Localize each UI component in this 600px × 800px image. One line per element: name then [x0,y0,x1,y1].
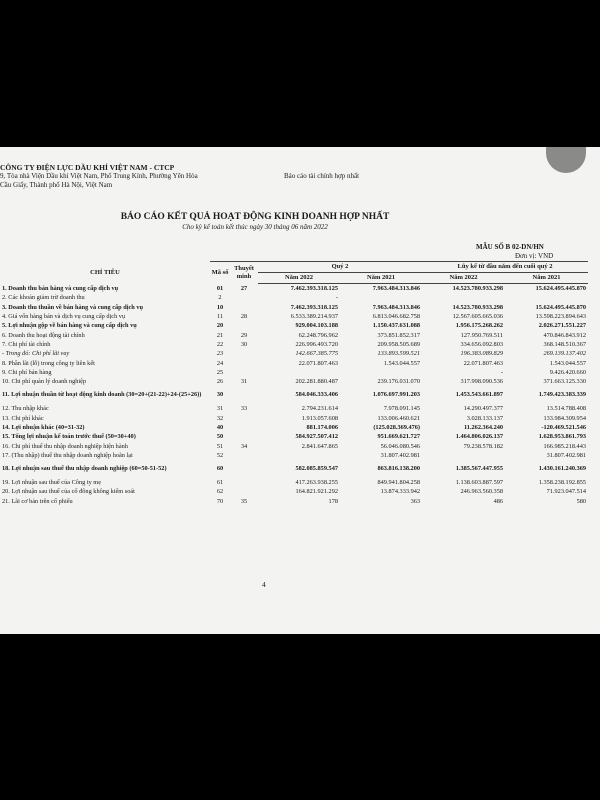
col-header-q2022: Năm 2022 [258,273,340,284]
row-q2021 [340,293,422,302]
row-label: 21. Lãi cơ bản trên cổ phiếu [2,497,73,505]
row-code: 61 [216,479,224,487]
row-code: 50 [216,433,224,441]
row-q2022: 6.533.389.214.937 [290,313,338,321]
row-y2021: 1.543.044.557 [549,359,587,367]
company-address-line2: Cầu Giấy, Thành phố Hà Nội, Việt Nam [0,181,113,189]
row-y2021: 580 [576,497,587,505]
row-y2022: 1.385.567.447.955 [455,465,504,473]
row-y2021: 15.624.495.445.870 [535,285,587,293]
row-q2022: 2.841.647.865 [301,442,338,450]
row-label: 1. Doanh thu bán hàng và cung cấp dịch vụ [2,284,119,292]
row-label: 16. Chi phí thuế thu nhập doanh nghiệp hiện hành [2,442,128,450]
row-q2022: 142.667.385.775 [295,350,338,358]
table-row [0,293,588,302]
table-row [0,303,588,312]
row-label: 8. Phần lãi (lỗ) trong công ty liên kết [2,359,95,367]
col-header-y2021: Năm 2021 [505,273,588,284]
row-label: 11. Lợi nhuận thuần từ hoạt động kinh doanh (30=20+(21-22)+24-(25+26)) [2,391,202,399]
row-y2021: 15.624.495.445.870 [535,303,587,311]
row-q2021: 209.958.505.689 [377,340,421,348]
row-code: 51 [216,442,224,450]
row-y2021: 166.985.218.443 [543,442,587,450]
table-row [0,368,588,377]
row-note: 31 [240,378,248,386]
row-y2022: 1.138.603.887.597 [455,479,504,487]
page-number: 4 [262,580,266,589]
table-row [0,441,588,450]
row-q2022: 584.927.507.412 [295,433,338,441]
row-y2022 [422,451,505,460]
row-code: 24 [216,359,224,367]
row-q2021: 1.150.437.631.088 [372,322,421,330]
row-y2021: 269.139.137.402 [543,350,587,358]
row-y2021 [505,293,588,302]
row-y2021: 1.358.238.192.855 [538,479,587,487]
row-y2022: 1.453.543.661.897 [455,391,504,399]
row-q2021: 363 [410,497,421,505]
row-code: 11 [216,313,224,321]
row-code: 30 [216,391,224,399]
row-code: 62 [216,488,224,496]
row-y2022: 14.523.780.933.298 [452,285,504,293]
row-y2022: 14.290.497.377 [463,405,504,413]
row-q2022: 7.462.393.318.125 [290,303,338,311]
row-q2022: 226.996.493.720 [295,340,338,348]
row-code: 40 [216,424,224,431]
row-y2022: 1.464.806.026.137 [455,433,504,441]
row-q2021: 1.076.697.991.203 [372,391,421,399]
table-row [0,497,588,506]
row-label: 3. Doanh thu thuần về bán hàng và cung cấp dịch vụ [2,303,144,311]
row-q2022: 7.462.393.318.125 [290,285,338,293]
row-y2022: 246.963.560.358 [460,488,504,496]
row-q2021 [340,368,422,377]
row-q2021: 863.816.138.200 [377,465,421,473]
row-y2022: - [500,368,504,376]
row-note [230,368,258,377]
row-q2021: 133.006.460.621 [377,414,421,422]
row-q2022: 417.263.938.255 [295,479,338,487]
row-code: 70 [216,497,224,505]
row-q2022: 202.281.880.487 [295,378,338,386]
row-code: 26 [216,378,224,386]
col-header-note: Thuyết minh [230,262,258,284]
row-q2022: 164.821.921.292 [295,488,338,496]
row-note: 34 [240,442,248,450]
row-label: 19. Lợi nhuận sau thuế của Công ty mẹ [2,479,101,487]
row-label: - Trong đó: Chi phí lãi vay [2,350,70,358]
table-row [0,321,588,330]
row-label: 20. Lợi nhuận sau thuế của cổ đông không kiểm soát [2,488,135,496]
row-y2021: 31.807.402.981 [546,451,587,459]
table-row [0,404,588,413]
row-note [230,303,258,312]
table-body [0,284,588,506]
row-note [230,478,258,487]
table-row [0,432,588,441]
row-q2021: 7.978.091.145 [383,405,421,413]
row-note [230,451,258,460]
row-note: 27 [240,284,248,292]
table-row [0,358,588,367]
row-code: 23 [216,350,224,358]
row-y2021: 13.598.223.894.643 [535,313,587,321]
table-row [0,330,588,339]
row-q2022 [258,368,340,377]
row-y2021: 2.026.271.551.227 [538,322,587,330]
row-code: 22 [216,340,224,348]
row-note: 29 [240,331,248,339]
row-note: 30 [240,340,248,348]
row-code: 31 [216,405,224,413]
row-y2021: -120.469.521.546 [541,424,587,431]
row-q2021: 133.893.599.521 [377,350,421,358]
row-note [230,293,258,302]
row-note: 35 [240,497,248,505]
row-q2021: 849.941.804.258 [377,479,421,487]
row-note [230,423,258,432]
col-header-indicator: CHỈ TIÊU [90,268,120,276]
row-label: 2. Các khoản giảm trừ doanh thu [2,294,85,302]
row-y2021: 1.430.161.240.369 [538,465,587,473]
row-q2021: 951.669.621.727 [377,433,421,441]
row-q2022: 178 [328,497,338,505]
row-y2021: 1.628.953.861.793 [538,433,587,441]
row-y2022 [422,293,505,302]
row-q2021: 1.543.044.557 [383,359,421,367]
col-header-q2021: Năm 2021 [340,273,422,284]
col-header-ytd: Lũy kế từ đầu năm đến cuối quý 2 [422,262,588,273]
table-row [0,451,588,460]
row-code: 25 [216,368,224,376]
row-note: 33 [240,405,248,413]
row-q2021: 373.851.852.317 [377,331,421,339]
row-q2022: 2.794.231.614 [301,405,338,413]
row-note [230,460,258,478]
row-q2022: 929.004.103.188 [295,322,338,330]
row-note [230,432,258,441]
row-label: 13. Chi phí khác [2,414,44,422]
document-page [0,147,600,634]
row-code: 10 [216,303,224,311]
row-label: 4. Giá vốn hàng bán và dịch vụ cung cấp dịch vụ [2,313,126,321]
row-y2022: 12.567.605.665.036 [452,313,504,321]
row-note [230,487,258,496]
row-q2022: 22.071.807.463 [298,359,338,367]
table-row [0,460,588,478]
row-note [230,414,258,423]
row-code: 20 [216,322,224,330]
row-code: 52 [216,451,224,459]
row-label: 12. Thu nhập khác [2,405,49,413]
row-note: 28 [240,313,248,321]
row-q2022: - [335,294,338,302]
row-y2022: 317.998.090.536 [460,378,504,386]
row-y2022: 11.262.364.240 [464,424,504,431]
row-q2022: 582.085.859.547 [295,465,338,473]
row-q2021: 13.874.333.942 [380,488,421,496]
row-q2022: 584.046.333.406 [295,391,338,399]
table-row [0,312,588,321]
row-q2021: 56.046.080.546 [380,442,421,450]
row-code: 2 [218,294,222,302]
row-y2022: 334.656.092.803 [460,340,504,348]
row-code: 60 [216,465,224,473]
report-subtitle: Cho kỳ kế toán kết thúc ngày 30 tháng 06 năm 2022 [182,223,328,231]
row-note [230,386,258,404]
row-code: 32 [216,414,224,422]
row-label: 5. Lợi nhuận gộp về bán hàng và cung cấp dịch vụ [2,322,137,330]
row-label: 9. Chi phí bán hàng [2,368,52,376]
row-q2021: 31.807.402.981 [380,451,421,459]
row-code: 01 [216,284,224,292]
company-address-line1: 9, Tòa nhà Viện Dầu khí Việt Nam, Phố Trung Kính, Phường Yên Hòa [0,172,198,180]
row-y2022: 486 [493,497,504,505]
currency-unit: Đơn vị: VND [515,252,554,260]
col-header-y2022: Năm 2022 [422,273,505,284]
col-header-quarter: Quý 2 [258,262,422,273]
row-q2022: 1.913.057.608 [301,414,338,422]
row-q2021: 6.813.046.682.758 [372,313,421,321]
row-q2022 [258,451,340,460]
table-row [0,414,588,423]
row-label: 14. Lợi nhuận khác (40=31-32) [2,424,85,431]
row-label: 15. Tổng lợi nhuận kế toán trước thuế (50=30+40) [2,433,136,441]
row-q2022: 881.174.006 [306,424,338,431]
row-y2022: 196.383.089.829 [460,350,504,358]
row-q2021: 239.176.031.070 [377,378,421,386]
row-y2021: 1.749.423.383.339 [538,391,587,399]
table-row [0,386,588,404]
row-note [230,321,258,330]
row-y2022: 79.238.578.182 [463,442,504,450]
table-row [0,487,588,496]
table-row [0,349,588,358]
row-label: 7. Chi phí tài chính [2,340,51,348]
company-name: CÔNG TY ĐIỆN LỰC DẦU KHÍ VIỆT NAM - CTCP [0,163,175,172]
row-label: 6. Doanh thu hoạt động tài chính [2,331,85,339]
table-row [0,423,588,432]
company-logo [546,147,586,173]
row-y2021: 371.663.125.330 [543,378,587,386]
row-y2022: 1.956.175.268.262 [455,322,504,330]
row-y2022: 3.028.133.137 [466,414,504,422]
table-row [0,284,588,294]
row-y2021: 133.984.309.954 [543,414,587,422]
row-y2021: 71.923.047.514 [546,488,587,496]
col-header-code: Mã số [210,262,230,284]
table-row [0,340,588,349]
row-y2021: 13.514.788.408 [546,405,587,413]
income-statement-table [0,261,588,506]
row-label: 17. (Thu nhập) thuế thu nhập doanh nghiệp hoãn lại [2,451,133,459]
form-code: MẪU SỐ B 02-DN/HN [476,243,544,251]
row-code: 21 [216,331,224,339]
row-q2021: 7.963.484.313.846 [372,285,421,293]
row-y2021: 470.846.843.912 [543,331,587,339]
row-label: 10. Chi phí quản lý doanh nghiệp [2,378,87,386]
report-type: Báo cáo tài chính hợp nhất [284,172,360,180]
row-note [230,358,258,367]
report-title: BÁO CÁO KẾT QUẢ HOẠT ĐỘNG KINH DOANH HỢP NHẤT [120,212,390,222]
row-y2022: 127.950.769.511 [460,331,504,339]
row-q2022: 62.248.796.962 [298,331,338,339]
row-q2021: (125.028.369.476) [373,424,421,431]
row-q2021: 7.963.484.313.846 [372,303,421,311]
row-label: 18. Lợi nhuận sau thuế thu nhập doanh nghiệp (60=50-51-52) [2,465,167,473]
row-y2022: 22.071.807.463 [463,359,504,367]
row-note [230,349,258,358]
row-y2021: 9.426.420.660 [549,368,587,376]
row-y2021: 368.148.510.367 [543,340,587,348]
row-y2022: 14.523.780.933.298 [452,303,504,311]
table-row [0,478,588,487]
table-row [0,377,588,386]
